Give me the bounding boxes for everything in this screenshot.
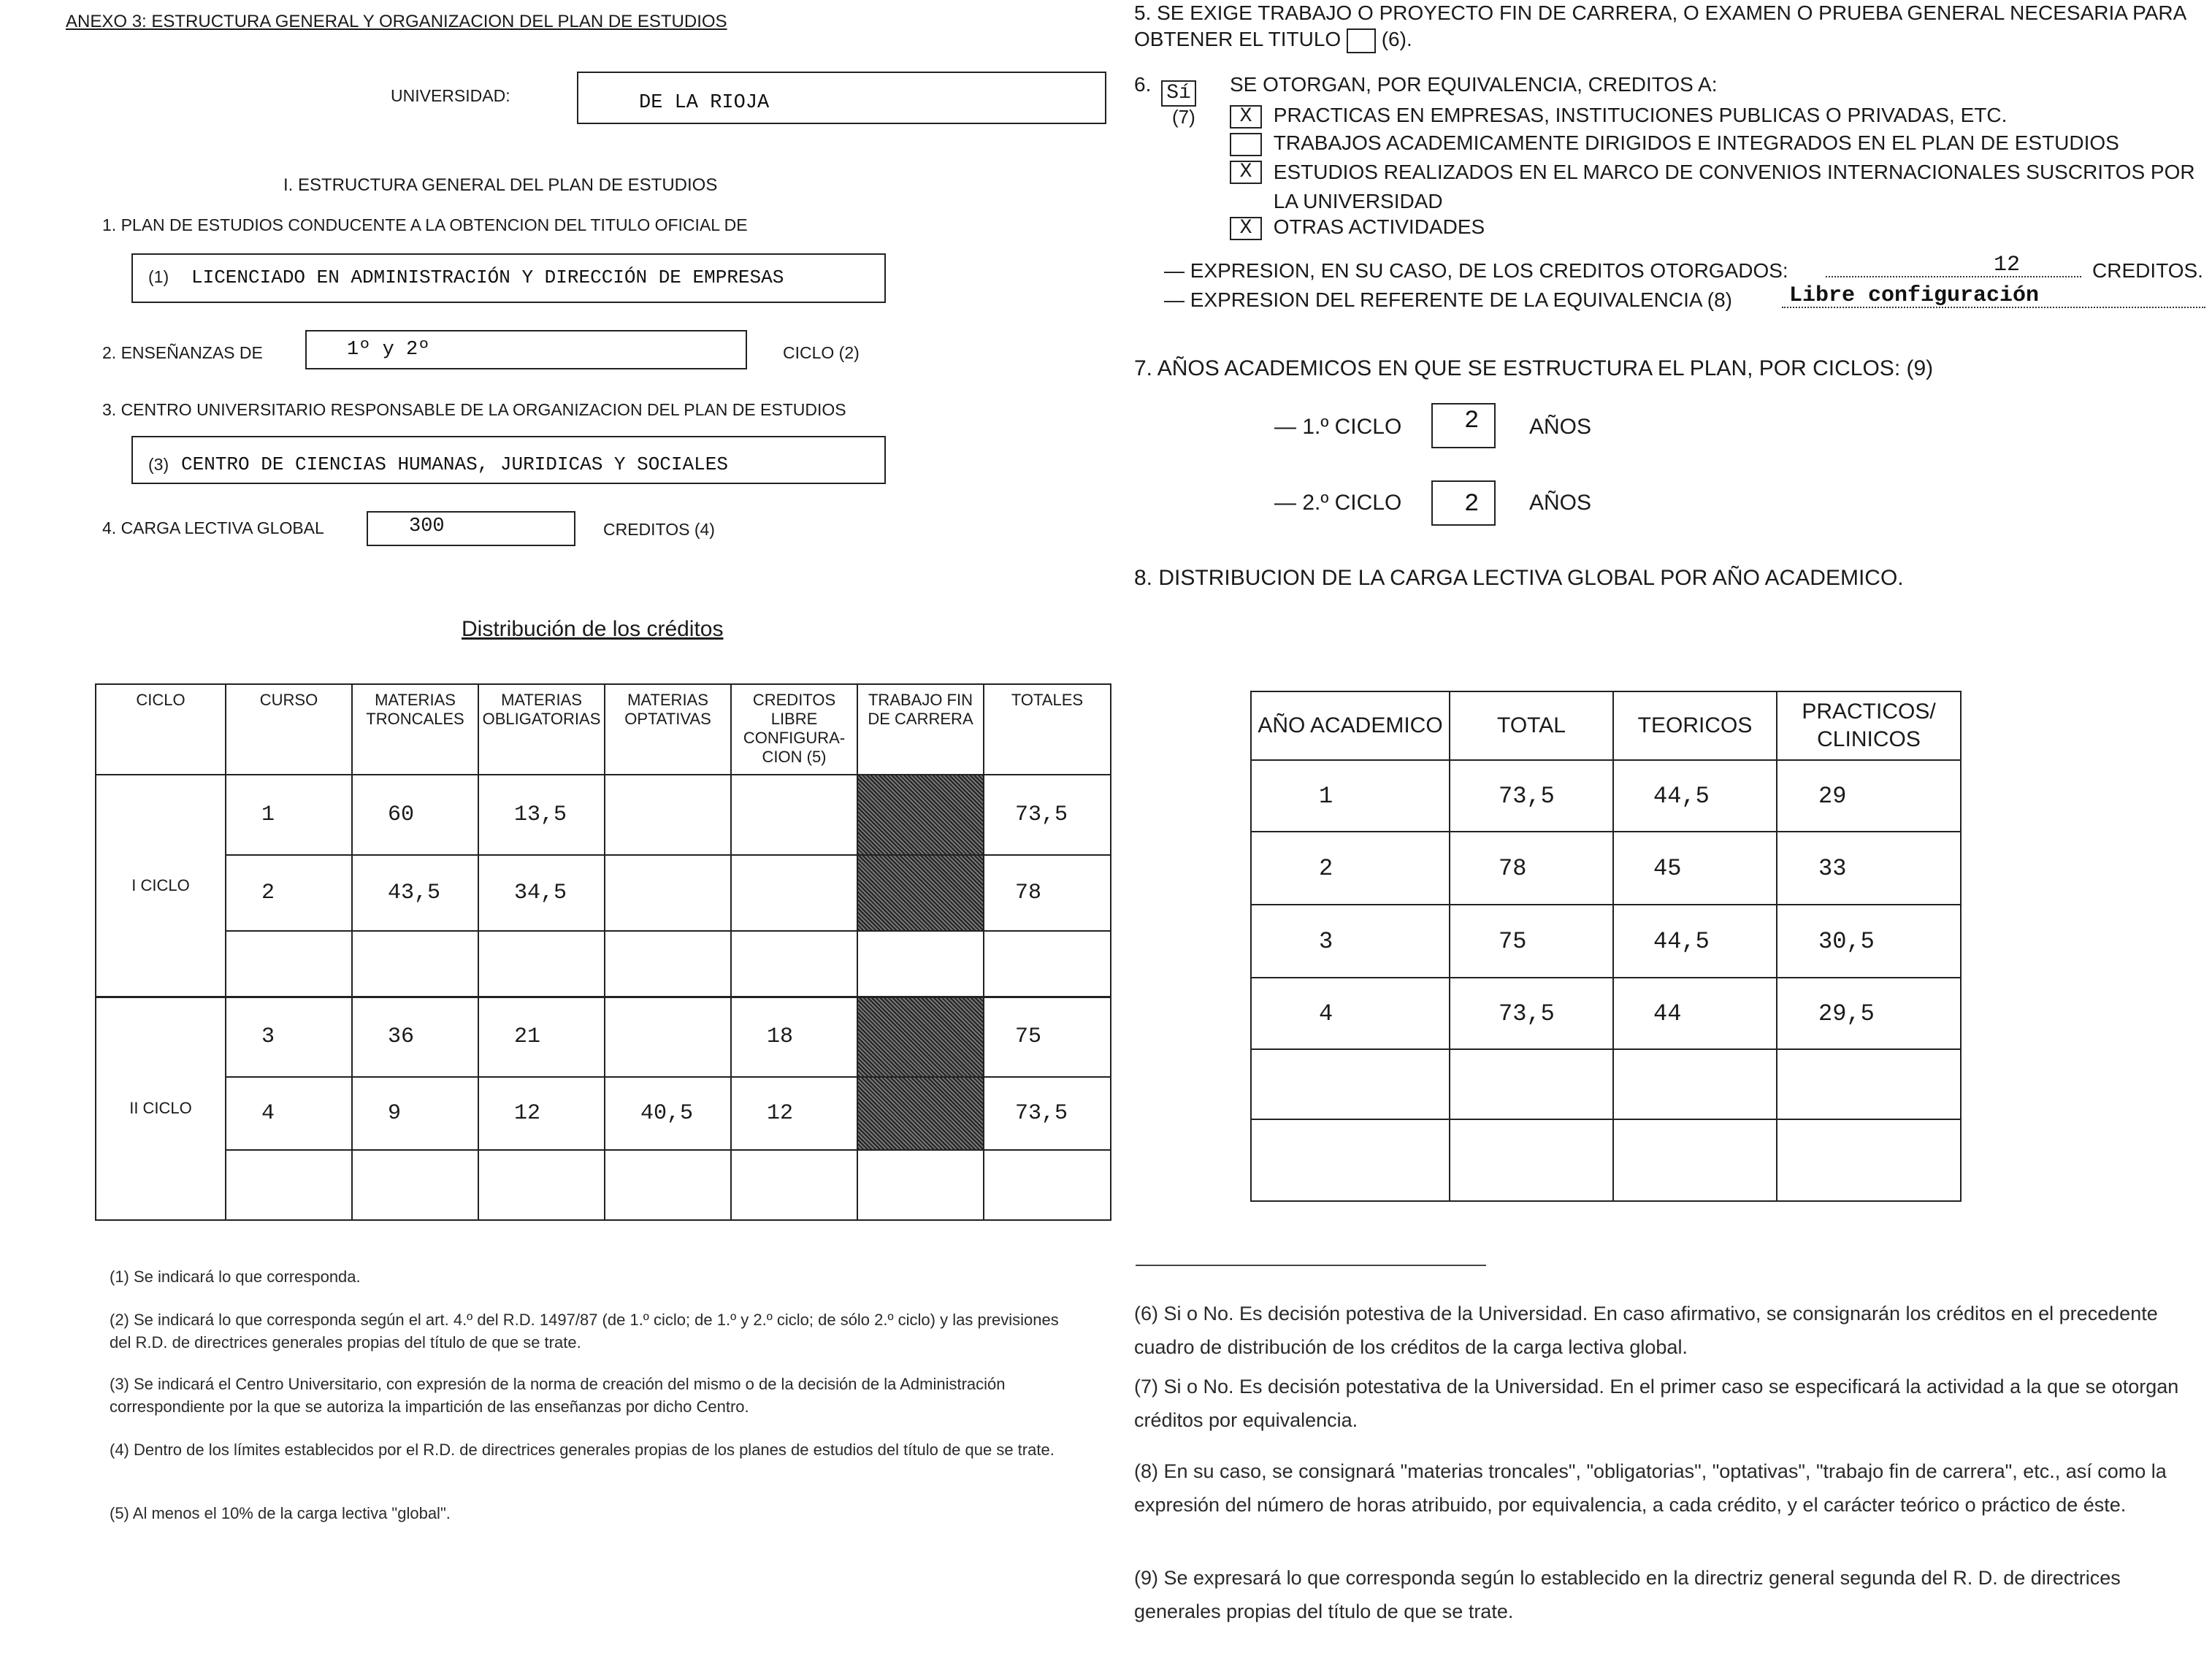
distribucion-header-row [96, 684, 1111, 775]
header-totales: TOTALES [984, 684, 1111, 775]
teoricos-cell: 45 [1613, 832, 1777, 905]
obligatorias-cell: 13,5 [478, 775, 605, 855]
option-label: ESTUDIOS REALIZADOS EN EL MARCO DE CONVENIOS INTERNACIONALES SUSCRITOS POR LA UNIVERSIDAD [1273, 161, 2195, 212]
item6-option-3 [1230, 158, 2208, 216]
ciclo2-label: II CICLO [96, 997, 226, 1220]
totales-cell: 73,5 [984, 1077, 1111, 1150]
table-row [96, 997, 1111, 1077]
footnote-9: (9) Se expresará lo que corresponda según lo establecido en la directriz general segunda del R. D. de directrices generales propias del título de que se trate. [1134, 1567, 2121, 1622]
header-optativas: MATERIAS OPTATIVAS [605, 684, 731, 775]
totales-cell: 73,5 [984, 775, 1111, 855]
expresion2-value: Libre configuración [1789, 283, 2040, 308]
curso-cell: 1 [226, 775, 352, 855]
libre-cell: 12 [731, 1077, 857, 1150]
item7-ciclo1-box [1431, 403, 1496, 448]
header-obligatorias: MATERIAS OBLIGATORIAS [478, 684, 605, 775]
item6-option-4 [1230, 212, 1485, 242]
table-row [96, 775, 1111, 855]
option-checkbox: X [1230, 161, 1262, 184]
header-trabajo-fin: TRABAJO FIN DE CARRERA [857, 684, 984, 775]
teoricos-cell: 44 [1613, 978, 1777, 1049]
expresion1-value: 12 [1994, 253, 2021, 277]
trabajo-fin-shaded-cell [857, 855, 984, 931]
table-row [1251, 832, 1961, 905]
item1-value: LICENCIADO EN ADMINISTRACIÓN Y DIRECCIÓN DE EMPRESAS [191, 267, 784, 288]
item5-suffix: (6). [1381, 28, 1412, 50]
ciclo1-label: I CICLO [96, 775, 226, 997]
footnote-6: (6) Si o No. Es decisión potestiva de la Universidad. En caso afirmativo, se consignarán los créditos en el precedente cuadro de distribución de los créditos de la carga lectiva global. [1134, 1303, 2158, 1358]
option-label: TRABAJOS ACADEMICAMENTE DIRIGIDOS E INTEGRADOS EN EL PLAN DE ESTUDIOS [1273, 131, 2119, 154]
ano-cell: 1 [1251, 760, 1450, 832]
expresion1-suffix: CREDITOS. [2092, 259, 2203, 282]
troncales-cell: 9 [352, 1077, 478, 1150]
obligatorias-cell: 34,5 [478, 855, 605, 931]
item3-value: CENTRO DE CIENCIAS HUMANAS, JURIDICAS Y SOCIALES [181, 453, 728, 475]
optativas-cell [605, 855, 731, 931]
item3-num: (3) [148, 455, 169, 474]
table-row [96, 1077, 1111, 1150]
table-row [1251, 1049, 1961, 1119]
footnote-5: (5) Al menos el 10% de la carga lectiva "global". [110, 1504, 451, 1522]
item6-option-1 [1230, 101, 2007, 130]
header-practicos: PRACTICOS/ CLINICOS [1777, 691, 1961, 760]
trabajo-fin-shaded-cell [857, 1077, 984, 1150]
item1-num: (1) [148, 267, 169, 286]
item7-ciclo2-box [1431, 480, 1496, 526]
item8-label: 8. DISTRIBUCION DE LA CARGA LECTIVA GLOBAL POR AÑO ACADEMICO. [1134, 566, 1904, 590]
obligatorias-cell: 12 [478, 1077, 605, 1150]
trabajo-fin-shaded-cell [857, 775, 984, 855]
distribucion-table [95, 683, 1111, 1221]
libre-cell [731, 855, 857, 931]
practicos-cell: 30,5 [1777, 905, 1961, 978]
option-checkbox: X [1230, 105, 1262, 129]
total-cell: 75 [1450, 905, 1613, 978]
item2-label: 2. ENSEÑANZAS DE [102, 343, 263, 362]
ano-header-row [1251, 691, 1961, 760]
item4-suffix: CREDITOS (4) [603, 520, 715, 539]
footnote-4: (4) Dentro de los límites establecidos por el R.D. de directrices generales propias de los planes de estudios del título de que se trate. [110, 1441, 1055, 1459]
table-row [1251, 978, 1961, 1049]
item6-option-2 [1230, 129, 2119, 158]
total-cell: 73,5 [1450, 978, 1613, 1049]
total-cell: 78 [1450, 832, 1613, 905]
item5-text [1134, 0, 2186, 53]
total-cell: 73,5 [1450, 760, 1613, 832]
expresion2-label: — EXPRESION DEL REFERENTE DE LA EQUIVALENCIA (8) [1164, 288, 1732, 311]
optativas-cell: 40,5 [605, 1077, 731, 1150]
section-i-title: I. ESTRUCTURA GENERAL DEL PLAN DE ESTUDIOS [283, 175, 718, 195]
optativas-cell [605, 775, 731, 855]
item7-ciclo1-label: — 1.º CICLO [1274, 415, 1402, 439]
ano-cell: 4 [1251, 978, 1450, 1049]
item7-ciclo2-unit: AÑOS [1529, 491, 1592, 515]
option-checkbox [1230, 133, 1262, 156]
item7-ciclo2-value: 2 [1464, 491, 1480, 518]
header-ciclo: CICLO [96, 684, 226, 775]
optativas-cell [605, 997, 731, 1077]
table-row [1251, 760, 1961, 832]
item6-note: (7) [1172, 106, 1195, 128]
footnote-7: (7) Si o No. Es decisión potestativa de la Universidad. En el primer caso se especificará la actividad a la que se otorgan créditos por equivalencia. [1134, 1376, 2179, 1431]
item5-label: 5. SE EXIGE TRABAJO O PROYECTO FIN DE CARRERA, O EXAMEN O PRUEBA GENERAL NECESARIA PARA OBTENER EL TITULO [1134, 1, 2186, 50]
universidad-value: DE LA RIOJA [639, 92, 770, 114]
footnote-3: (3) Se indicará el Centro Universitario, con expresión de la norma de creación del mismo o de la decisión de la Administración correspondiente por la que se autoriza la impartición de las enseñanzas por dicho Centro. [110, 1375, 1006, 1416]
header-libre: CREDITOS LIBRE CONFIGURA-CION (5) [731, 684, 857, 775]
teoricos-cell: 44,5 [1613, 760, 1777, 832]
footnote-divider [1136, 1265, 1486, 1266]
totales-cell: 75 [984, 997, 1111, 1077]
header-curso: CURSO [226, 684, 352, 775]
table-row [1251, 1119, 1961, 1201]
item4-label: 4. CARGA LECTIVA GLOBAL [102, 518, 324, 537]
footnote-2: (2) Se indicará lo que corresponda según el art. 4.º del R.D. 1497/87 (de 1.º ciclo; de 1.º y 2.º ciclo; de sólo 2.º ciclo) y las previsiones del R.D. de directrices generales propias del título de que se trate. [110, 1311, 1059, 1351]
item1-label: 1. PLAN DE ESTUDIOS CONDUCENTE A LA OBTENCION DEL TITULO OFICIAL DE [102, 215, 748, 234]
header-ano: AÑO ACADEMICO [1251, 691, 1450, 760]
item6-label: SE OTORGAN, POR EQUIVALENCIA, CREDITOS A: [1230, 73, 1718, 96]
troncales-cell: 36 [352, 997, 478, 1077]
item2-value: 1º y 2º [347, 339, 430, 361]
ano-academico-table [1250, 691, 1962, 1202]
curso-cell: 4 [226, 1077, 352, 1150]
curso-cell: 3 [226, 997, 352, 1077]
item4-box [367, 511, 575, 546]
item6-answer-box: Sí [1161, 80, 1196, 107]
option-checkbox: X [1230, 217, 1262, 240]
expresion1-label: — EXPRESION, EN SU CASO, DE LOS CREDITOS OTORGADOS: [1164, 259, 1788, 282]
table-row [96, 855, 1111, 931]
item7-ciclo1-unit: AÑOS [1529, 415, 1592, 439]
trabajo-fin-shaded-cell [857, 997, 984, 1077]
totales-cell: 78 [984, 855, 1111, 931]
ano-cell: 3 [1251, 905, 1450, 978]
item5-box [1347, 28, 1376, 53]
header-troncales: MATERIAS TRONCALES [352, 684, 478, 775]
footnote-8: (8) En su caso, se consignará "materias troncales", "obligatorias", "optativas", "trabajo fin de carrera", etc., así como la expresión del número de horas atribuido, por equivalencia, a cada crédito, y el carácter teórico o práctico de éste. [1134, 1460, 2167, 1516]
table-row [96, 1150, 1111, 1220]
libre-cell [731, 775, 857, 855]
item6-num: 6. [1134, 73, 1152, 96]
item2-suffix: CICLO (2) [783, 343, 860, 362]
troncales-cell: 60 [352, 775, 478, 855]
table-row [1251, 905, 1961, 978]
troncales-cell: 43,5 [352, 855, 478, 931]
expresion1-dotted-line [1826, 276, 2081, 277]
distribucion-title: Distribución de los créditos [462, 617, 724, 641]
item4-value: 300 [409, 515, 445, 537]
item7-ciclo2-label: — 2.º CICLO [1274, 491, 1402, 515]
item3-label: 3. CENTRO UNIVERSITARIO RESPONSABLE DE LA ORGANIZACION DEL PLAN DE ESTUDIOS [102, 400, 846, 419]
header-total: TOTAL [1450, 691, 1613, 760]
universidad-label: UNIVERSIDAD: [391, 86, 510, 105]
practicos-cell: 29,5 [1777, 978, 1961, 1049]
footnote-1: (1) Se indicará lo que corresponda. [110, 1268, 361, 1286]
table-row [96, 931, 1111, 997]
obligatorias-cell: 21 [478, 997, 605, 1077]
anexo-title: ANEXO 3: ESTRUCTURA GENERAL Y ORGANIZACION DEL PLAN DE ESTUDIOS [66, 12, 727, 31]
item7-ciclo1-value: 2 [1464, 407, 1480, 435]
libre-cell: 18 [731, 997, 857, 1077]
practicos-cell: 33 [1777, 832, 1961, 905]
item7-label: 7. AÑOS ACADEMICOS EN QUE SE ESTRUCTURA EL PLAN, POR CICLOS: (9) [1134, 356, 1934, 380]
curso-cell: 2 [226, 855, 352, 931]
practicos-cell: 29 [1777, 760, 1961, 832]
ano-cell: 2 [1251, 832, 1450, 905]
header-teoricos: TEORICOS [1613, 691, 1777, 760]
option-label: PRACTICAS EN EMPRESAS, INSTITUCIONES PUBLICAS O PRIVADAS, ETC. [1273, 104, 2008, 126]
option-label: OTRAS ACTIVIDADES [1273, 215, 1485, 238]
teoricos-cell: 44,5 [1613, 905, 1777, 978]
